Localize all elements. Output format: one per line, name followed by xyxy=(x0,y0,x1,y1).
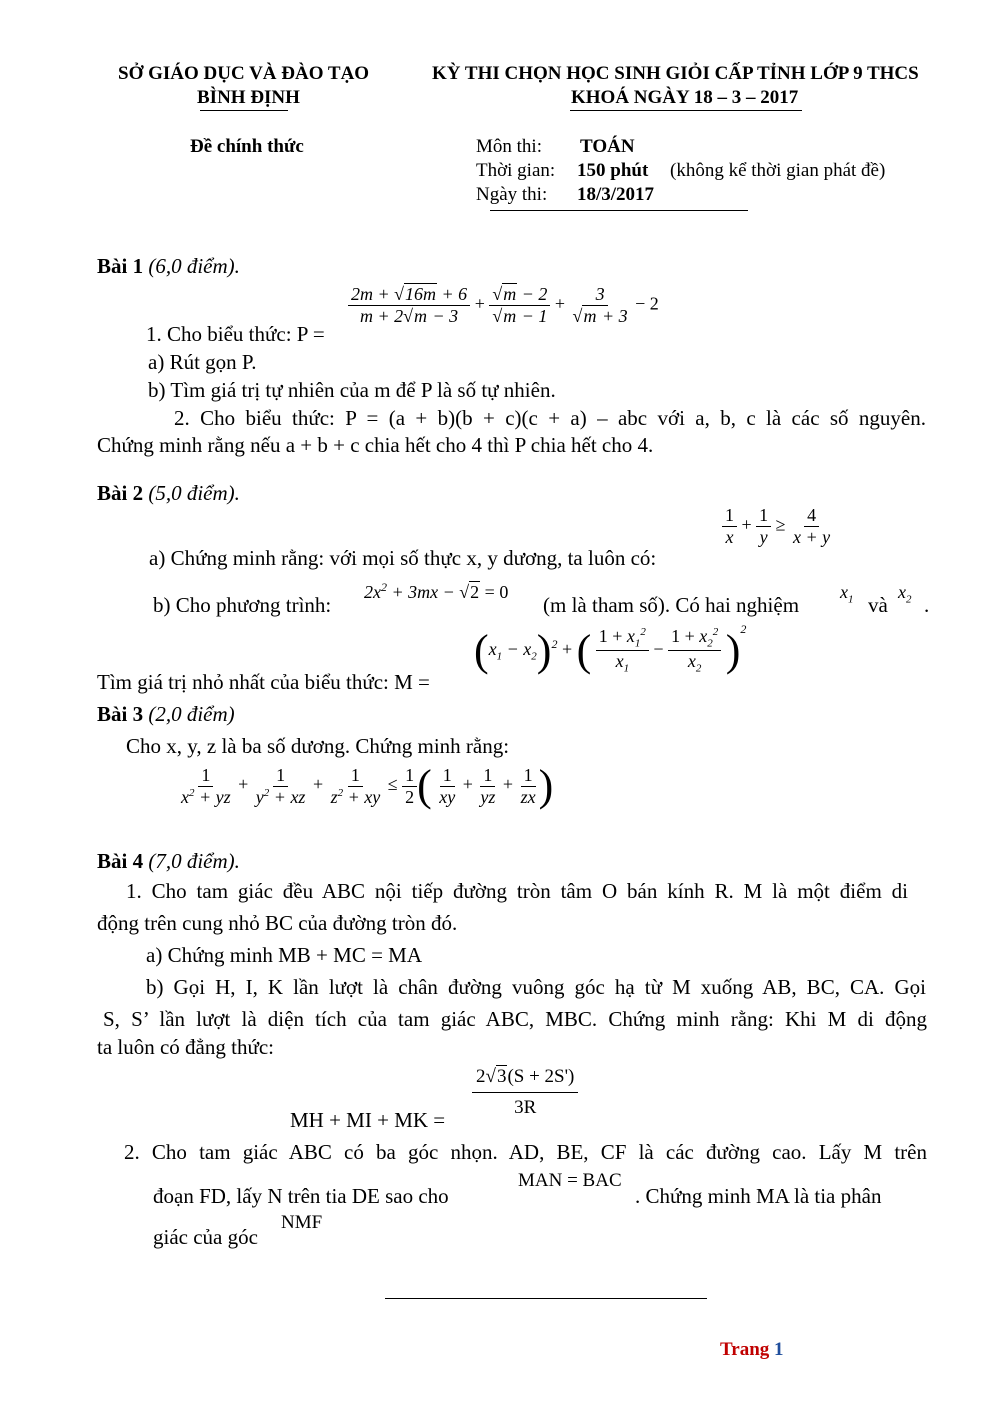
bai4-points: (7,0 điểm). xyxy=(148,849,240,873)
bai2-qb-and: và xyxy=(868,593,888,617)
bai1-p-formula: $\frac{2m + √16m + 6}{m + 2√m - 3}$ + $\frac{√m - 2}{√m - 1}$ + $\frac{3}{√m + 3}$ − 2 xyxy=(348,284,659,326)
exam-date-title: KHOÁ NGÀY 18 – 3 – 2017 xyxy=(571,87,799,108)
bai4-p1b-line1: b) Gọi H, I, K lần lượt là chân đường vuông góc hạ từ M xuống AB, BC, CA. Gọi xyxy=(146,975,926,999)
bai1-q1-lead: 1. Cho biểu thức: P = xyxy=(146,322,325,346)
bai1-q2-line1: 2. Cho biểu thức: P = (a + b)(b + c)(c + a) – abc với a, b, c là các số nguyên. xyxy=(174,406,926,430)
bai4-title: Bài 4 xyxy=(97,849,144,873)
bai4-p2-line2a: đoạn FD, lấy N trên tia DE sao cho xyxy=(153,1184,449,1208)
exam-title: KỲ THI CHỌN HỌC SINH GIỎI CẤP TỈNH LỚP 9 THCS xyxy=(432,63,919,84)
bai4-identity-formula: $\frac{2√3(S + 2S')}{3R}$ xyxy=(472,1066,578,1119)
bai3-points: (2,0 điểm) xyxy=(148,702,235,726)
bai1-q1a: a) Rút gọn P. xyxy=(148,350,257,374)
bai1-q2-line2: Chứng minh rằng nếu a + b + c chia hết cho 4 thì P chia hết cho 4. xyxy=(97,433,654,457)
bai1-q1b: b) Tìm giá trị tự nhiên của m để P là số tự nhiên. xyxy=(148,378,556,402)
bai2-equation: $2x^2 + 3mx - √2 = 0$ xyxy=(364,580,509,602)
bai4-p2-line1: 2. Cho tam giác ABC có ba góc nhọn. AD, BE, CF là các đường cao. Lấy M trên xyxy=(124,1140,927,1164)
page-number: 1 xyxy=(774,1339,784,1360)
department-name: SỞ GIÁO DỤC VÀ ĐÀO TẠO xyxy=(118,63,370,84)
bai2-qc-lead: Tìm giá trị nhỏ nhất của biểu thức: M = xyxy=(97,670,430,694)
bai4-p1a: a) Chứng minh MB + MC = MA xyxy=(146,943,423,967)
bai2-title: Bài 2 xyxy=(97,481,144,505)
bai2-qb-mid: (m là tham số). Có hai nghiệm xyxy=(543,593,800,617)
bai4-p1-line2: động trên cung nhỏ BC của đường tròn đó. xyxy=(97,911,458,935)
official-label: Đề chính thức xyxy=(190,136,304,157)
bai1-title: Bài 1 xyxy=(97,254,144,278)
bai2-qa: a) Chứng minh rằng: với mọi số thực x, y dương, ta luôn có: xyxy=(149,546,657,570)
bai4-p2-line3: giác của góc xyxy=(153,1225,258,1249)
time-value: 150 phút xyxy=(577,160,649,181)
p-term3: $\frac{3}{√m + 3}$ xyxy=(572,284,628,326)
bai3-heading xyxy=(97,702,235,727)
province-name: BÌNH ĐỊNH xyxy=(197,87,300,108)
root-x1: $x_1$ xyxy=(840,582,854,606)
time-note: (không kể thời gian phát đề) xyxy=(670,160,886,181)
bai3-lead: Cho x, y, z là ba số dương. Chứng minh rằng: xyxy=(126,734,510,758)
page-footer xyxy=(720,1339,784,1361)
bai2-heading xyxy=(97,481,240,506)
subject-value: TOÁN xyxy=(580,136,635,157)
root-x2: $x_2$ xyxy=(898,582,912,606)
bai2-qb-end: . xyxy=(924,593,930,617)
exam-date-underline xyxy=(570,110,802,111)
p-term2: $\frac{√m - 2}{√m - 1}$ xyxy=(489,284,550,326)
header-underline xyxy=(490,210,748,211)
end-rule xyxy=(385,1298,707,1299)
bai2-qb-lead: b) Cho phương trình: xyxy=(153,593,332,617)
subject-label: Môn thi: xyxy=(476,136,542,157)
bai2-inequality: $\frac{1}{x}$ + $\frac{1}{y}$ ≥ $\frac{4}{x + y}$ xyxy=(722,505,833,547)
page-word: Trang xyxy=(720,1339,770,1360)
bai4-p1b-line2: S, S’ lần lượt là diện tích của tam giác ABC, MBC. Chứng minh rằng: Khi M di động xyxy=(103,1007,927,1031)
bai2-points: (5,0 điểm). xyxy=(148,481,240,505)
bai1-points: (6,0 điểm). xyxy=(148,254,240,278)
angle-nmf: NMF xyxy=(281,1212,323,1233)
angle-equality: MAN = BAC xyxy=(518,1170,622,1191)
bai4-heading xyxy=(97,849,240,874)
bai1-heading xyxy=(97,254,240,279)
bai2-m-expression: $(x_1 - x_2)^2$ + ( $\frac{1 + x_1^2}{x_1}$ − $\frac{1 + x_2^2}{x_2}$ )$^2$ xyxy=(474,622,747,675)
bai4-p2-line2b: . Chứng minh MA là tia phân xyxy=(635,1184,882,1208)
p-term1: $\frac{2m + √16m + 6}{m + 2√m - 3}$ xyxy=(348,284,470,326)
bai4-p1-line1: 1. Cho tam giác đều ABC nội tiếp đường tròn tâm O bán kính R. M là một điểm di xyxy=(126,879,908,903)
bai4-p1b-line3: ta luôn có đẳng thức: xyxy=(97,1035,275,1059)
date-value: 18/3/2017 xyxy=(577,184,655,205)
bai3-inequality: $\frac{1}{x^2 + yz}$ + $\frac{1}{y^2 + xz}$ + $\frac{1}{z^2 + xy}$ ≤ $\frac{1}{2}$ ( $\frac{1}{xy}$ + $\frac{1}{yz}$ + $\frac{1}{zx}$ ) xyxy=(181,761,554,810)
province-underline xyxy=(200,110,288,111)
bai4-p1b-lhs: MH + MI + MK = xyxy=(290,1108,446,1132)
time-label: Thời gian: xyxy=(476,160,556,181)
bai3-title: Bài 3 xyxy=(97,702,144,726)
date-label: Ngày thi: xyxy=(476,184,548,205)
